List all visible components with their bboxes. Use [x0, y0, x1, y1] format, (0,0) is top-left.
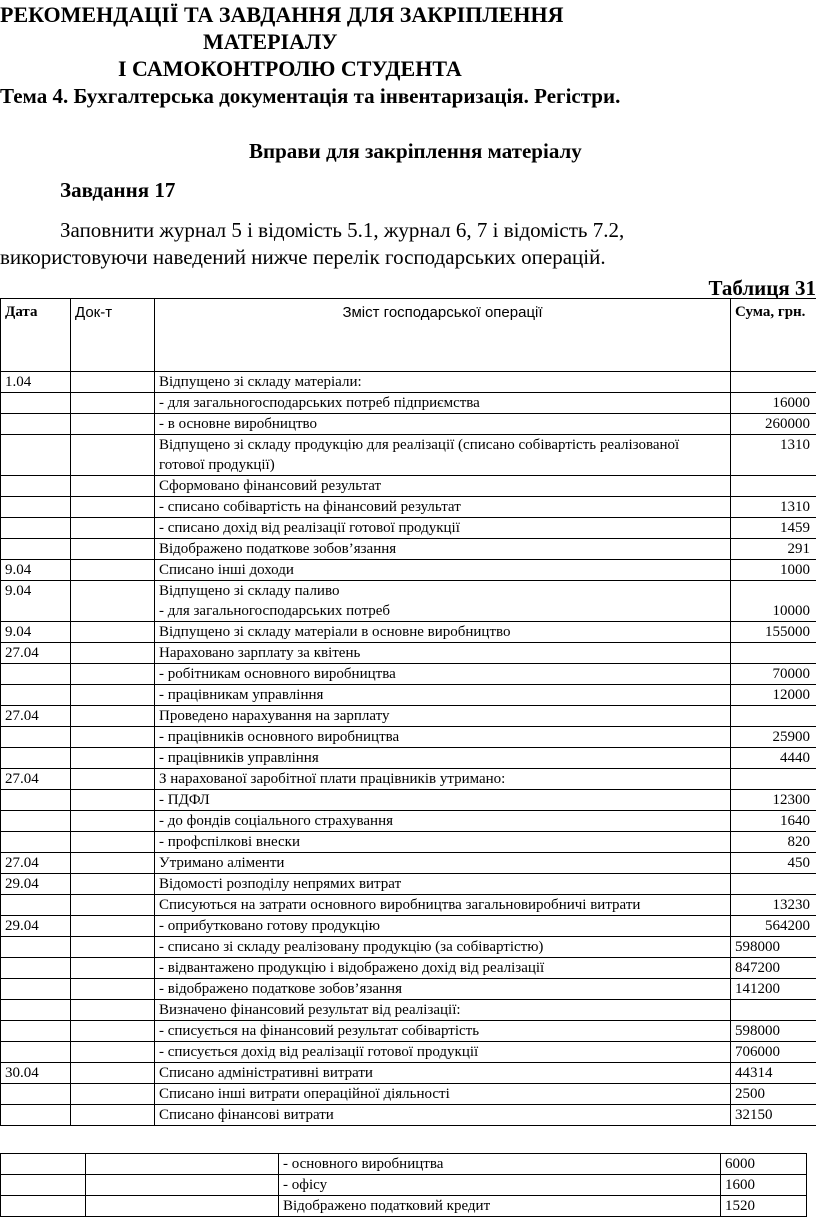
row-content: Відпущено зі складу матеріали:	[155, 372, 731, 393]
row-doc	[71, 916, 155, 937]
row-doc	[71, 769, 155, 790]
table-row	[1, 937, 816, 958]
row-doc	[71, 643, 155, 664]
row-content: Нараховано зарплату за квітень	[155, 643, 731, 664]
row-date	[1, 393, 71, 414]
row-content: - списано дохід від реалізації готової продукції	[155, 518, 731, 539]
row-sum: 10000	[731, 581, 816, 622]
row-doc	[71, 497, 155, 518]
row-doc	[71, 476, 155, 497]
instruction-line-1: Заповнити журнал 5 і відомість 5.1, журнал 6, 7 і відомість 7.2,	[60, 218, 625, 242]
row-date	[1, 518, 71, 539]
row-content: - ПДФЛ	[155, 790, 731, 811]
row-date: 1.04	[1, 372, 71, 393]
table-row	[1, 393, 816, 414]
row-sum: 598000	[731, 937, 816, 958]
table-row	[1, 832, 816, 853]
row-doc	[86, 1154, 279, 1175]
table-row	[1, 476, 816, 497]
row-doc	[71, 1000, 155, 1021]
row-sum: 598000	[731, 1021, 816, 1042]
row-date	[1, 414, 71, 435]
table-row	[1, 727, 816, 748]
table-row	[1, 414, 816, 435]
row-content: - відвантажено продукцію і відображено дохід від реалізації	[155, 958, 731, 979]
row-content: Списано інші доходи	[155, 560, 731, 581]
header-doc: Док-т	[71, 299, 155, 372]
title-line-3: І САМОКОНТРОЛЮ СТУДЕНТА	[118, 56, 462, 81]
row-date: 27.04	[1, 706, 71, 727]
row-content: - профспілкові внески	[155, 832, 731, 853]
row-sum: 13230	[731, 895, 816, 916]
row-sum: 564200	[731, 916, 816, 937]
row-doc	[71, 560, 155, 581]
row-sum: 155000	[731, 622, 816, 643]
row-date	[1, 937, 71, 958]
table-row	[1, 979, 816, 1000]
table-row	[1, 497, 816, 518]
row-content: Відпущено зі складу паливо - для загальногосподарських потреб	[155, 581, 731, 622]
row-date: 9.04	[1, 581, 71, 622]
row-content: Списано інші витрати операційної діяльності	[155, 1084, 731, 1105]
row-date	[1, 832, 71, 853]
row-doc	[71, 664, 155, 685]
row-sum: 25900	[731, 727, 816, 748]
row-doc	[71, 435, 155, 476]
table-row	[1, 1154, 807, 1175]
row-content: - офісу	[279, 1175, 721, 1196]
row-sum: 1310	[731, 497, 816, 518]
row-sum: 1640	[731, 811, 816, 832]
row-content: - робітникам основного виробництва	[155, 664, 731, 685]
title-line-1: РЕКОМЕНДАЦІЇ ТА ЗАВДАННЯ ДЛЯ ЗАКРІПЛЕННЯ	[0, 2, 564, 27]
row-sum: 847200	[731, 958, 816, 979]
row-sum: 6000	[721, 1154, 807, 1175]
row-date	[1, 1042, 71, 1063]
row-date: 27.04	[1, 769, 71, 790]
row-content: - працівникам управління	[155, 685, 731, 706]
row-date	[1, 958, 71, 979]
row-doc	[71, 581, 155, 622]
operations-table	[0, 298, 816, 1126]
table-row	[1, 372, 816, 393]
row-content: - списано собівартість на фінансовий результат	[155, 497, 731, 518]
header-content: Зміст господарської операції	[155, 299, 731, 372]
table-row	[1, 811, 816, 832]
row-doc	[71, 748, 155, 769]
row-doc	[86, 1175, 279, 1196]
table-row	[1, 1175, 807, 1196]
row-doc	[71, 1105, 155, 1126]
row-content: Відпущено зі складу матеріали в основне виробництво	[155, 622, 731, 643]
table-row	[1, 895, 816, 916]
table-row	[1, 1000, 816, 1021]
title-line-2: МАТЕРІАЛУ	[203, 29, 338, 54]
table-row	[1, 1196, 807, 1217]
table-row	[1, 643, 816, 664]
table-row	[1, 958, 816, 979]
row-date	[1, 664, 71, 685]
row-sum	[731, 1000, 816, 1021]
row-doc	[71, 1063, 155, 1084]
row-doc	[71, 979, 155, 1000]
row-sum: 12300	[731, 790, 816, 811]
table-row	[1, 685, 816, 706]
row-doc	[71, 895, 155, 916]
row-content: - працівників управління	[155, 748, 731, 769]
row-date	[1, 1021, 71, 1042]
row-date	[1, 1175, 86, 1196]
table-row	[1, 664, 816, 685]
row-content: Проведено нарахування на зарплату	[155, 706, 731, 727]
table-row	[1, 539, 816, 560]
row-date: 27.04	[1, 643, 71, 664]
row-content: - списується на фінансовий результат собівартість	[155, 1021, 731, 1042]
row-sum: 70000	[731, 664, 816, 685]
header-date: Дата	[1, 299, 71, 372]
row-date	[1, 1105, 71, 1126]
row-content: Відпущено зі складу продукцію для реалізації (списано собівартість реалізованої готової продукції)	[155, 435, 731, 476]
row-doc	[71, 958, 155, 979]
row-sum: 16000	[731, 393, 816, 414]
table-row	[1, 1021, 816, 1042]
row-sum: 1459	[731, 518, 816, 539]
table-row	[1, 581, 816, 622]
continuation-table	[0, 1153, 807, 1217]
row-sum: 12000	[731, 685, 816, 706]
row-sum: 44314	[731, 1063, 816, 1084]
row-content: - для загальногосподарських потреб підприємства	[155, 393, 731, 414]
table-row	[1, 1063, 816, 1084]
row-sum: 4440	[731, 748, 816, 769]
row-date	[1, 1196, 86, 1217]
row-doc	[71, 518, 155, 539]
row-doc	[71, 1084, 155, 1105]
table-row	[1, 622, 816, 643]
table-row	[1, 874, 816, 895]
row-doc	[71, 685, 155, 706]
row-content: - списується дохід від реалізації готової продукції	[155, 1042, 731, 1063]
row-doc	[71, 853, 155, 874]
row-doc	[71, 790, 155, 811]
row-date	[1, 748, 71, 769]
row-date	[1, 539, 71, 560]
table-row	[1, 748, 816, 769]
table-row	[1, 518, 816, 539]
row-content: З нарахованої заробітної плати працівників утримано:	[155, 769, 731, 790]
row-sum: 1520	[721, 1196, 807, 1217]
row-sum: 2500	[731, 1084, 816, 1105]
section-heading: Вправи для закріплення матеріалу	[249, 139, 582, 163]
row-date	[1, 1084, 71, 1105]
row-content: Утримано аліменти	[155, 853, 731, 874]
row-content: - основного виробництва	[279, 1154, 721, 1175]
row-content: - оприбутковано готову продукцію	[155, 916, 731, 937]
row-doc	[71, 393, 155, 414]
table-row	[1, 1084, 816, 1105]
row-date: 29.04	[1, 874, 71, 895]
table-row	[1, 769, 816, 790]
row-date	[1, 435, 71, 476]
row-sum: 706000	[731, 1042, 816, 1063]
row-sum	[731, 769, 816, 790]
row-date	[1, 497, 71, 518]
row-content: - працівників основного виробництва	[155, 727, 731, 748]
row-content: - в основне виробництво	[155, 414, 731, 435]
table-row	[1, 435, 816, 476]
row-date	[1, 790, 71, 811]
row-sum: 260000	[731, 414, 816, 435]
row-doc	[71, 622, 155, 643]
row-sum: 1310	[731, 435, 816, 476]
table-row	[1, 1105, 816, 1126]
row-doc	[71, 1021, 155, 1042]
row-sum: 1000	[731, 560, 816, 581]
row-sum	[731, 372, 816, 393]
table-label: Таблиця 31	[708, 276, 816, 300]
topic-heading: Тема 4. Бухгалтерська документація та інвентаризація. Регістри.	[0, 84, 621, 108]
row-doc	[86, 1196, 279, 1217]
row-date: 9.04	[1, 622, 71, 643]
row-date	[1, 979, 71, 1000]
row-doc	[71, 706, 155, 727]
row-content: Відомості розподілу непрямих витрат	[155, 874, 731, 895]
row-sum	[731, 706, 816, 727]
row-date	[1, 1154, 86, 1175]
row-content: Списуються на затрати основного виробництва загальновиробничі витрати	[155, 895, 731, 916]
table-row	[1, 1042, 816, 1063]
table-row	[1, 916, 816, 937]
row-doc	[71, 727, 155, 748]
row-sum	[731, 874, 816, 895]
row-sum	[731, 643, 816, 664]
table-row	[1, 706, 816, 727]
row-date: 9.04	[1, 560, 71, 581]
row-sum: 1600	[721, 1175, 807, 1196]
row-date	[1, 476, 71, 497]
task-heading: Завдання 17	[60, 178, 176, 202]
table-row	[1, 560, 816, 581]
row-doc	[71, 372, 155, 393]
row-sum: 32150	[731, 1105, 816, 1126]
header-sum: Сума, грн.	[731, 299, 816, 372]
row-content: - списано зі складу реалізовану продукцію (за собівартістю)	[155, 937, 731, 958]
row-date	[1, 685, 71, 706]
row-sum: 291	[731, 539, 816, 560]
table-row	[1, 853, 816, 874]
instruction-line-2: використовуючи наведений нижче перелік господарських операцій.	[0, 245, 606, 269]
row-date	[1, 727, 71, 748]
row-sum: 141200	[731, 979, 816, 1000]
row-date: 29.04	[1, 916, 71, 937]
row-content: Відображено податкове зобов’язання	[155, 539, 731, 560]
table-row	[1, 790, 816, 811]
row-doc	[71, 937, 155, 958]
row-content: Визначено фінансовий результат від реалізації:	[155, 1000, 731, 1021]
row-date: 27.04	[1, 853, 71, 874]
row-content: Відображено податковий кредит	[279, 1196, 721, 1217]
row-content: Списано фінансові витрати	[155, 1105, 731, 1126]
table-header-row	[1, 299, 816, 372]
row-doc	[71, 811, 155, 832]
row-sum: 820	[731, 832, 816, 853]
row-date	[1, 895, 71, 916]
row-content: Сформовано фінансовий результат	[155, 476, 731, 497]
row-doc	[71, 414, 155, 435]
row-doc	[71, 539, 155, 560]
row-date	[1, 1000, 71, 1021]
row-doc	[71, 832, 155, 853]
row-content: - до фондів соціального страхування	[155, 811, 731, 832]
row-content: - відображено податкове зобов’язання	[155, 979, 731, 1000]
row-date	[1, 811, 71, 832]
row-sum	[731, 476, 816, 497]
row-content: Списано адміністративні витрати	[155, 1063, 731, 1084]
row-date: 30.04	[1, 1063, 71, 1084]
row-doc	[71, 1042, 155, 1063]
row-sum: 450	[731, 853, 816, 874]
row-doc	[71, 874, 155, 895]
